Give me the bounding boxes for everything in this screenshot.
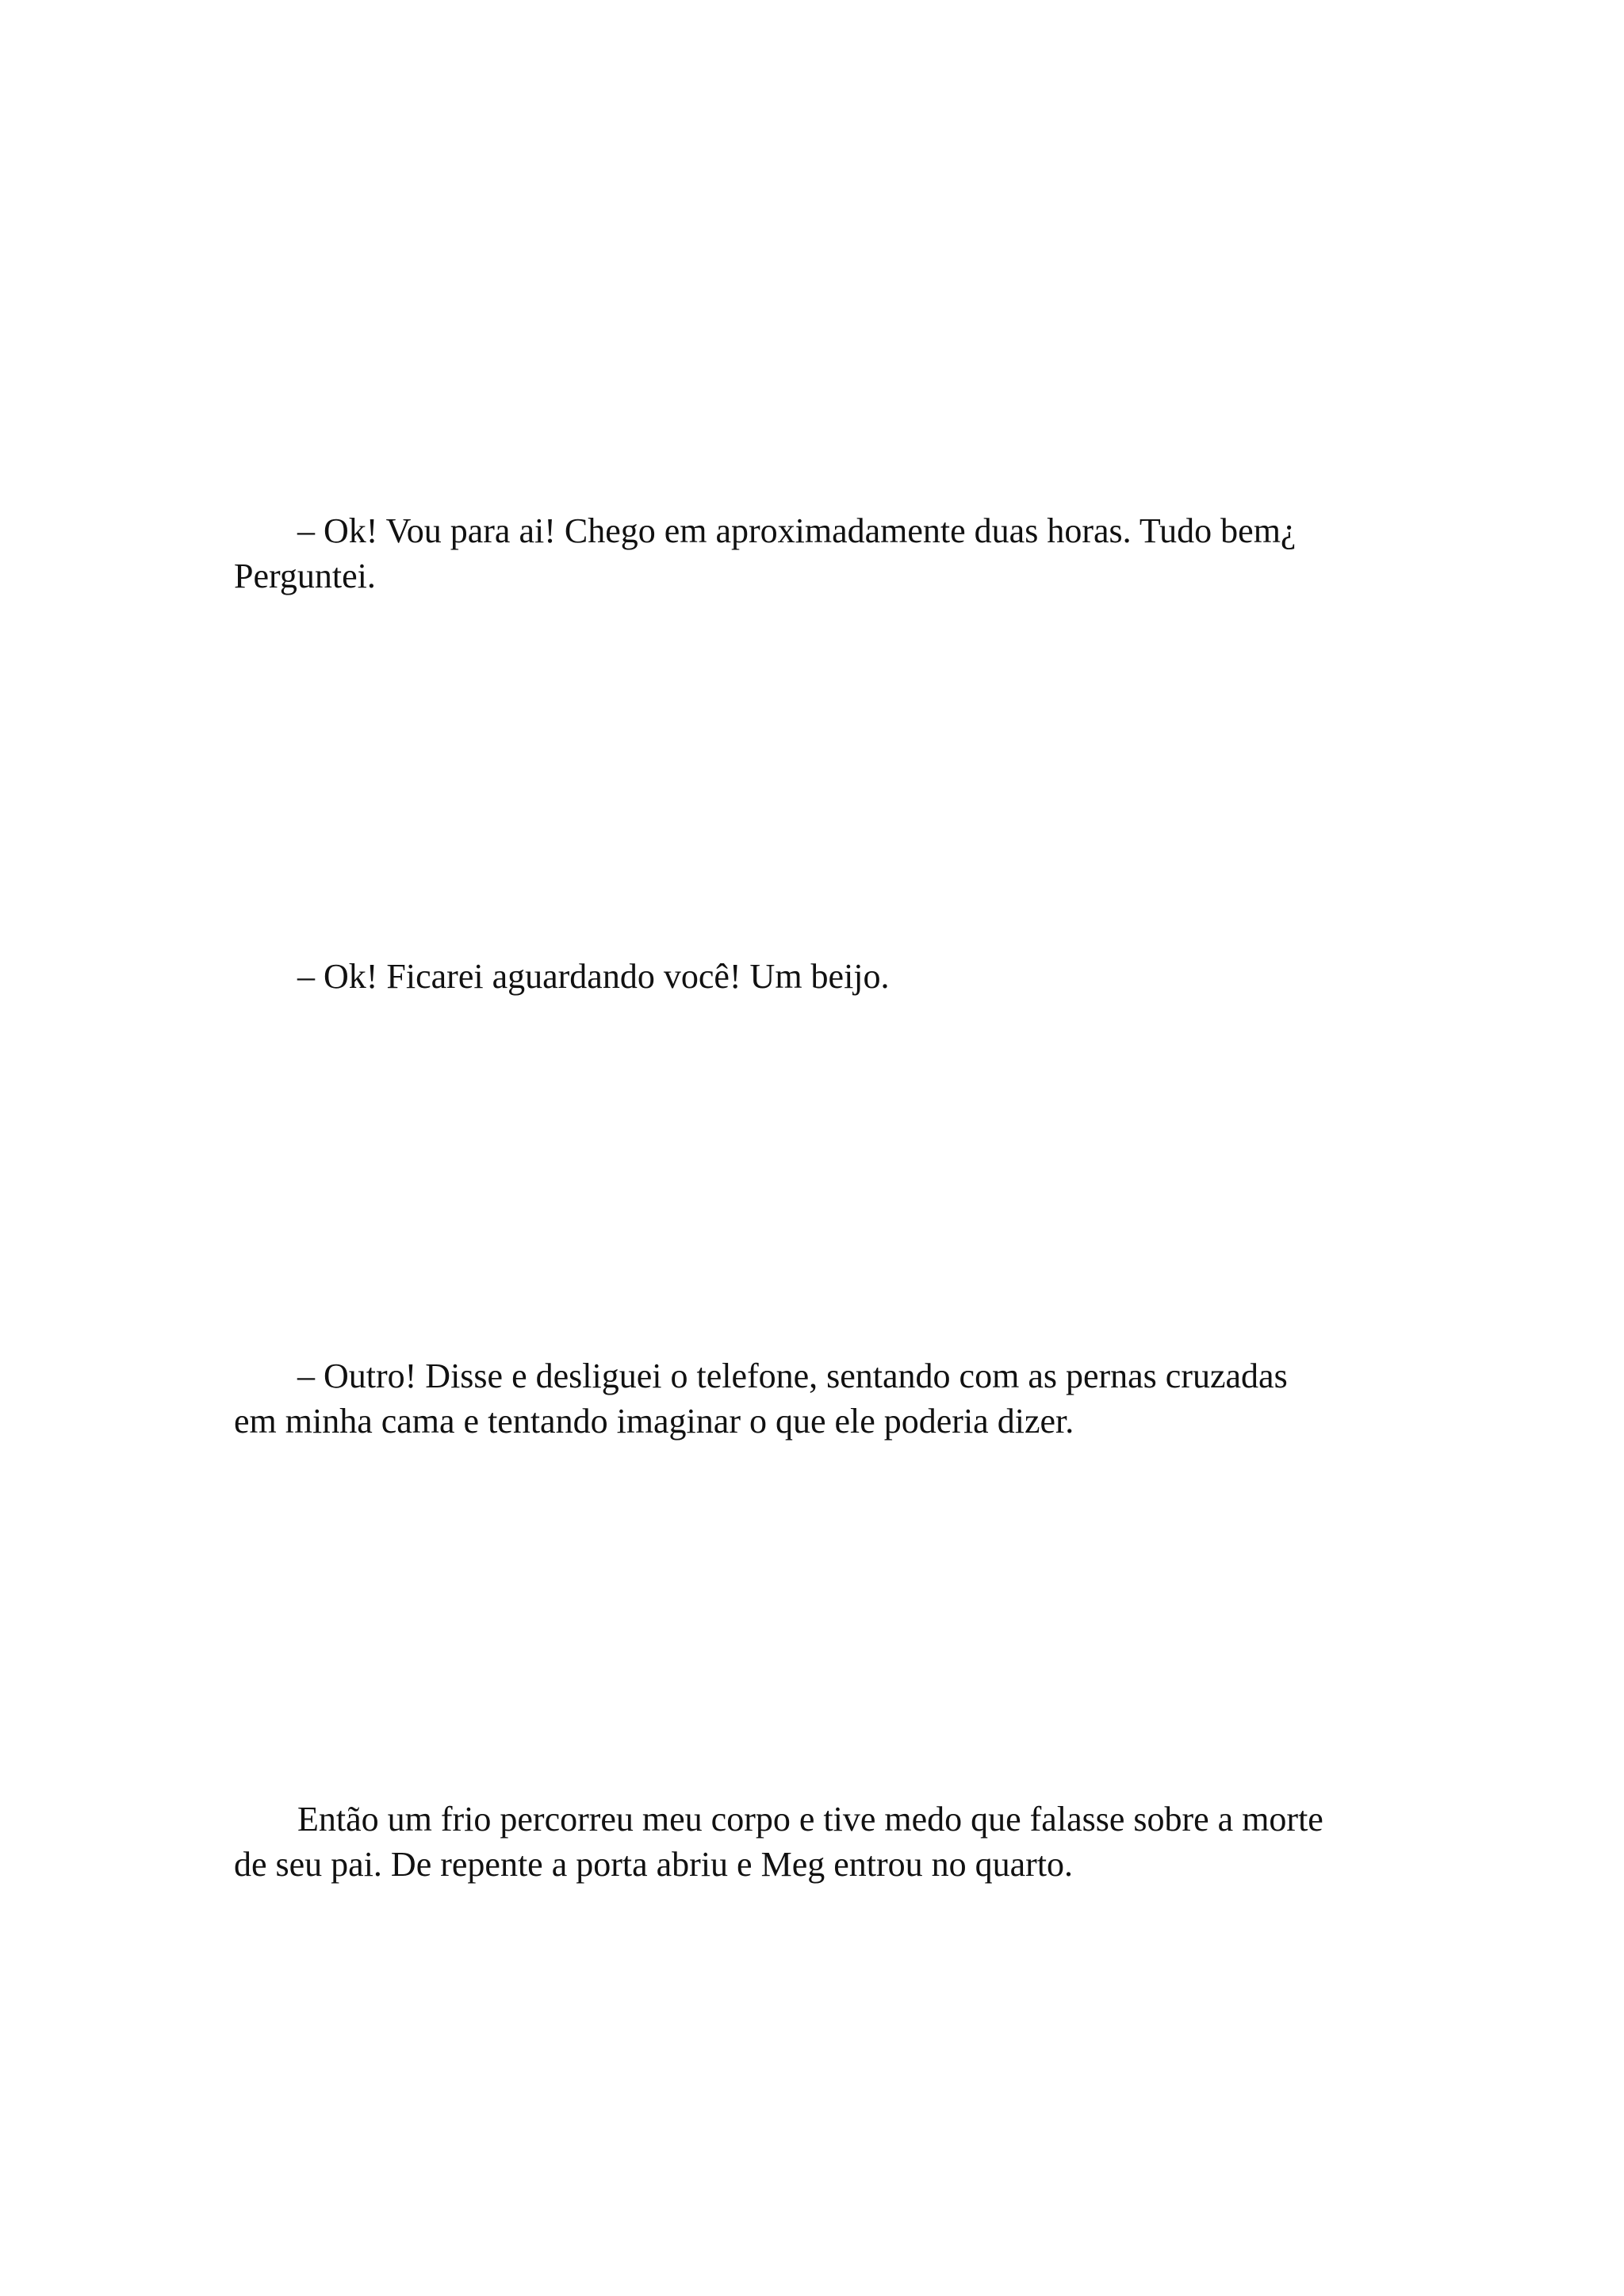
paragraph-line: – Outro! Disse e desliguei o telefone, sentando com as pernas cruzadas — [297, 1357, 1288, 1395]
paragraph-3 — [234, 1353, 1408, 1444]
paragraph-line: – Ok! Vou para ai! Chego em aproximadamente duas horas. Tudo bem¿ — [297, 511, 1297, 550]
paragraph-line: em minha cama e tentando imaginar o que ele poderia dizer. — [234, 1402, 1074, 1441]
paragraph-line: Então um frio percorreu meu corpo e tive medo que falasse sobre a morte — [297, 1800, 1323, 1839]
paragraph-line: – Ok! Ficarei aguardando você! Um beijo. — [297, 957, 890, 996]
paragraph-2 — [234, 954, 1408, 999]
paragraph-line: de seu pai. De repente a porta abriu e Meg entrou no quarto. — [234, 1845, 1074, 1884]
paragraph-4 — [234, 1797, 1408, 1887]
paragraph-line: Perguntei. — [234, 557, 376, 595]
paragraph-1 — [234, 508, 1408, 599]
